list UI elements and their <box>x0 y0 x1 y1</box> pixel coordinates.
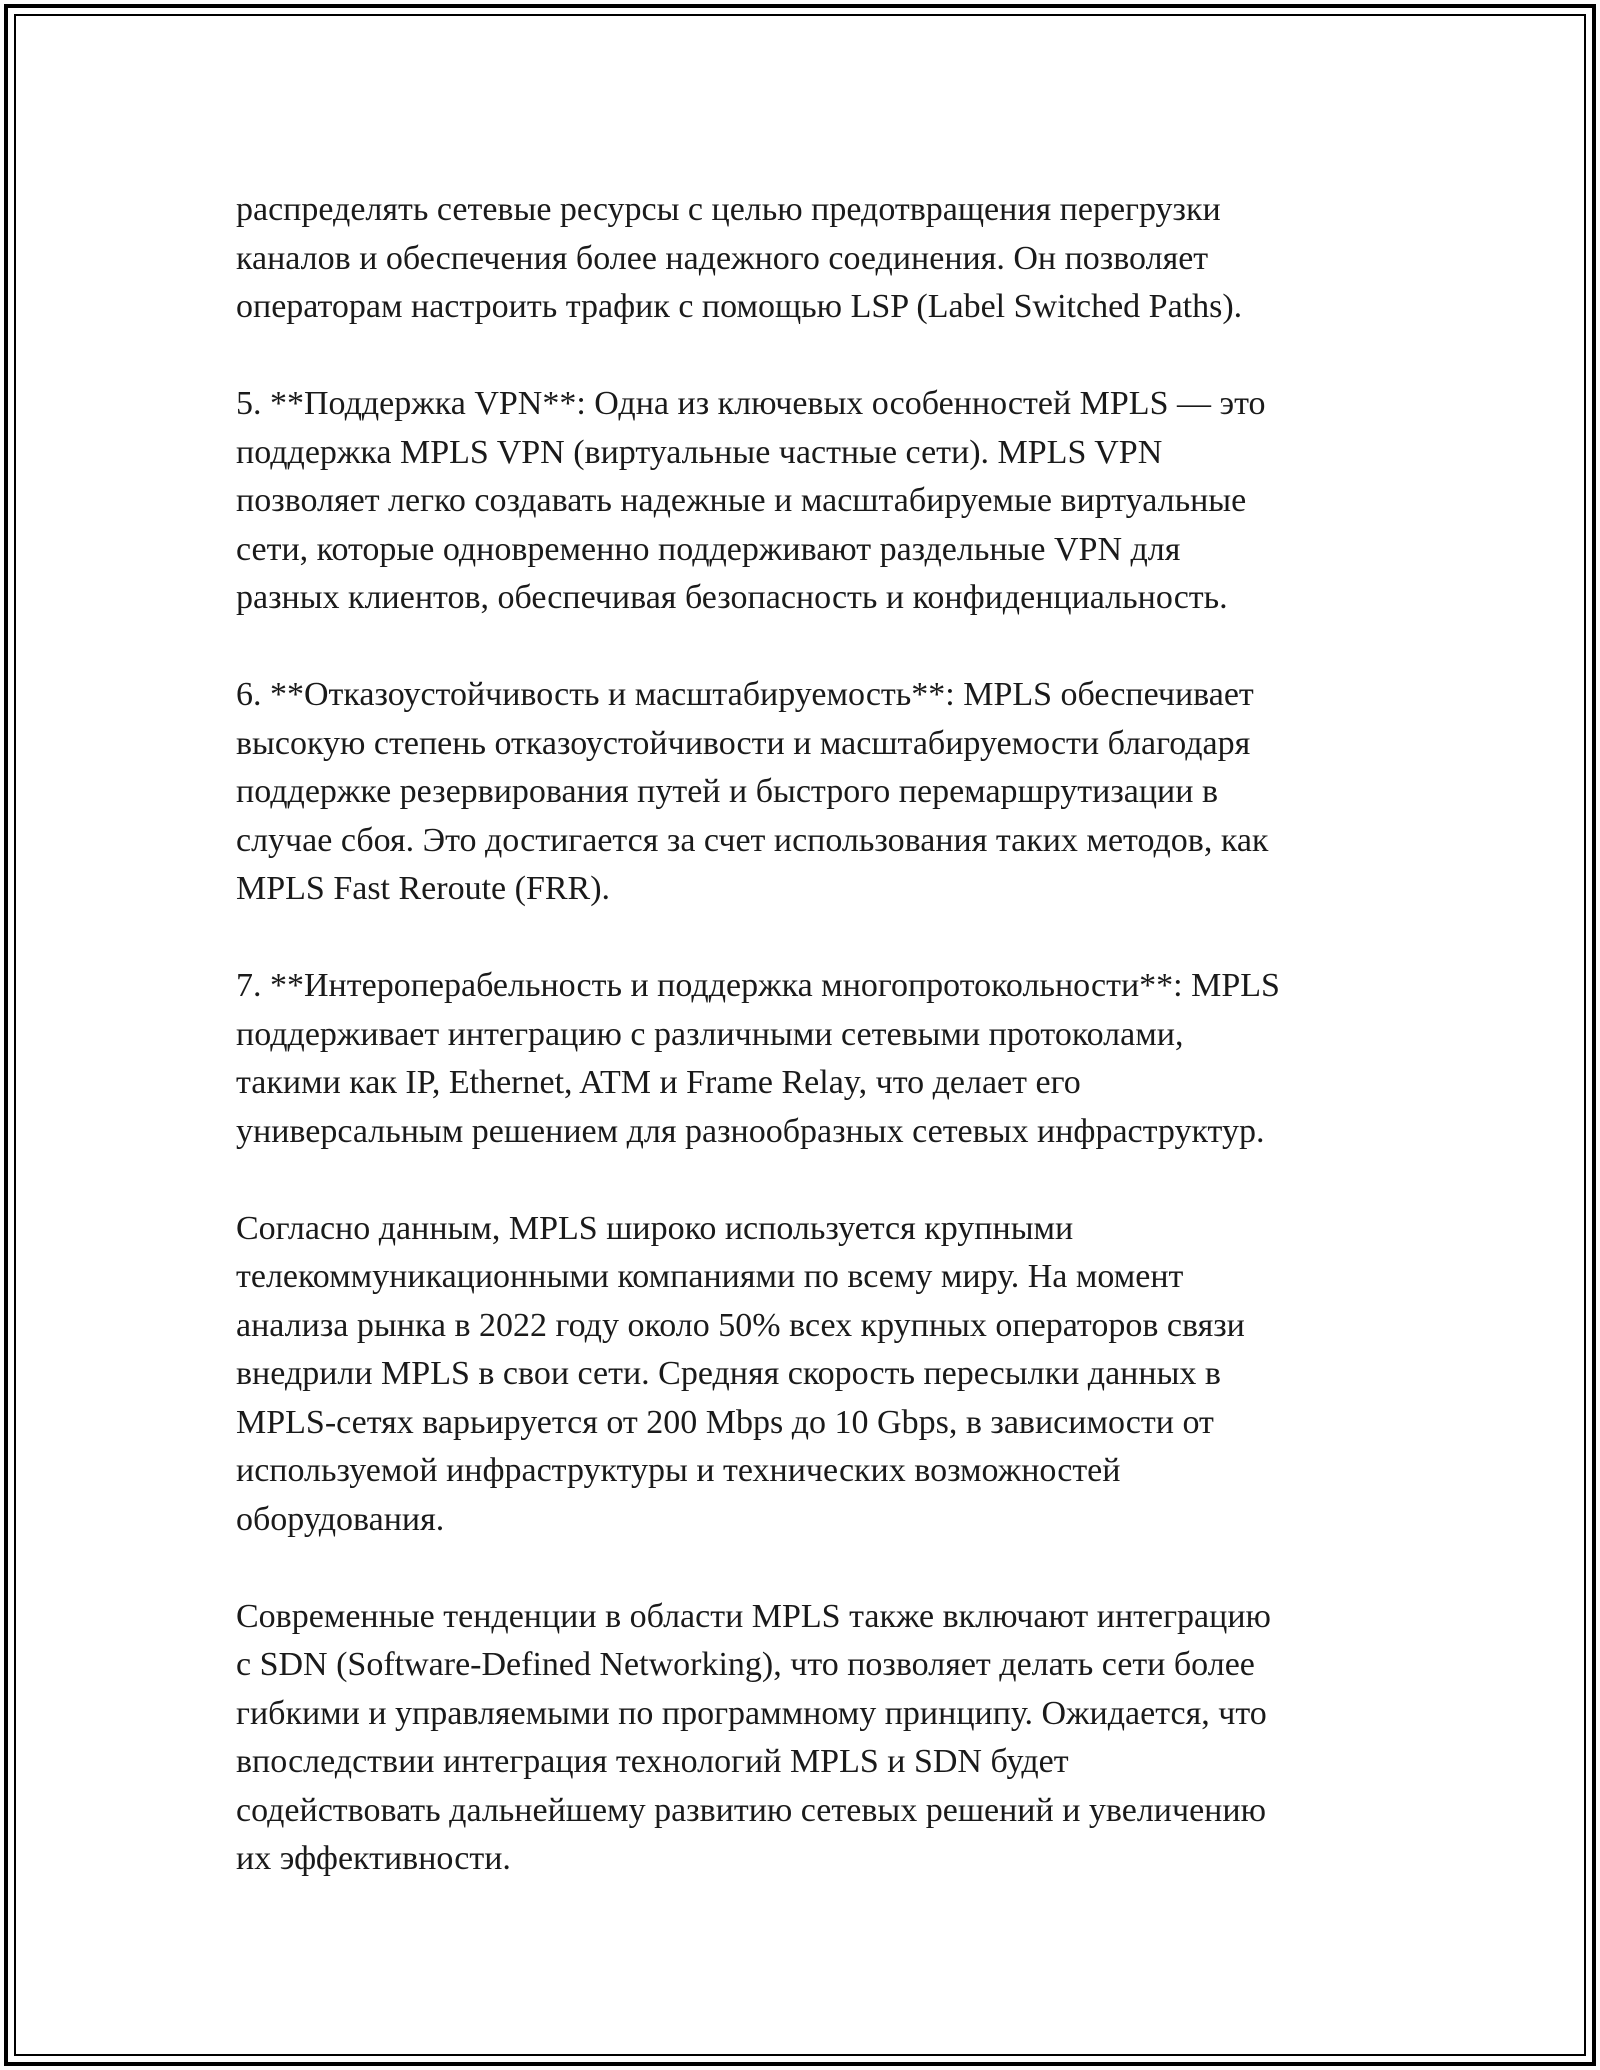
document-body <box>236 186 1366 1884</box>
paragraph-sdn-trends: Современные тенденции в области MPLS также включают интеграцию с SDN (Software-Defined Networking), что позволяет делать сети более гибкими и управляемыми по программному принципу. Ожидается, что впоследствии интеграция технологий MPLS и SDN будет содействовать дальнейшему развитию сетевых решений и увеличению их эффективности. <box>236 1597 1271 1877</box>
paragraph-traffic-engineering-continuation: распределять сетевые ресурсы с целью предотвращения перегрузки каналов и обеспечения более надежного соединения. Он позволяет операторам настроить трафик с помощью LSP (Label Switched Paths). <box>236 191 1243 325</box>
paragraph-market-data: Согласно данным, MPLS широко используется крупными телекоммуникационными компаниями по всему миру. На момент анализа рынка в 2022 году около 50% всех крупных операторов связи внедрили MPLS в свои сети. Средняя скорость пересылки данных в MPLS-сетях варьируется от 200 Mbps до 10 Gbps, в зависимости от используемой инфраструктуры и технических возможностей оборудования. <box>236 1209 1245 1538</box>
paragraph-interoperability: 7. **Интероперабельность и поддержка многопротокольности**: MPLS поддерживает интеграцию с различными сетевыми протоколами, такими как IP, Ethernet, ATM и Frame Relay, что делает его универсальным решением для разнообразных сетевых инфраструктур. <box>236 967 1280 1150</box>
paragraph-fault-tolerance: 6. **Отказоустойчивость и масштабируемость**: MPLS обеспечивает высокую степень отказоустойчивости и масштабируемости благодаря поддержке резервирования путей и быстрого перемаршрутизации в случае сбоя. Это достигается за счет использования таких методов, как MPLS Fast Reroute (FRR). <box>236 676 1269 907</box>
paragraph-vpn-support: 5. **Поддержка VPN**: Одна из ключевых особенностей MPLS — это поддержка MPLS VPN (виртуальные частные сети). MPLS VPN позволяет легко создавать надежные и масштабируемые виртуальные сети, которые одновременно поддерживают раздельные VPN для разных клиентов, обеспечивая безопасность и конфиденциальность. <box>236 385 1266 616</box>
